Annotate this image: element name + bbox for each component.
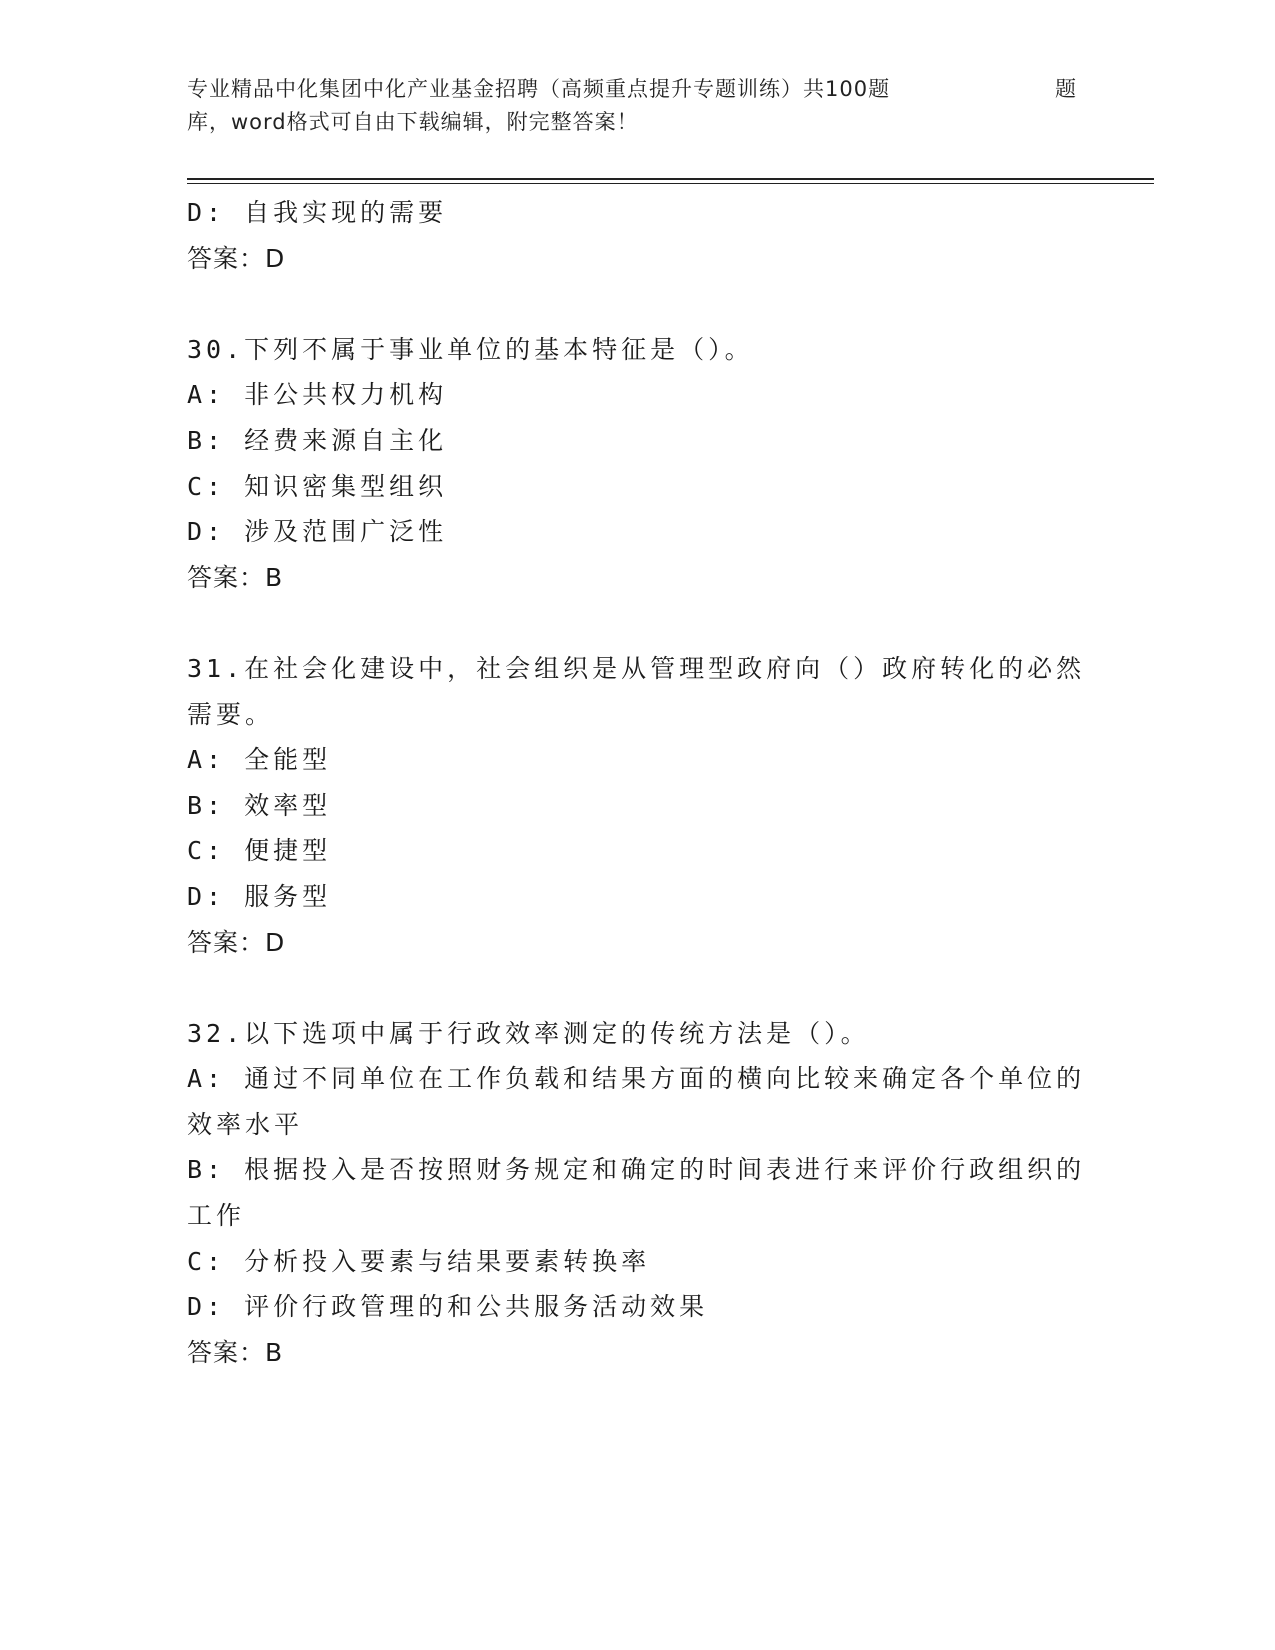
option-d: D: 自我实现的需要 <box>187 198 448 227</box>
option-a-line-2: 效率水平 <box>187 1109 304 1139</box>
question-30 <box>187 327 1087 601</box>
option-a: A: 全能型 <box>187 745 332 775</box>
option-b: B: 效率型 <box>187 790 332 820</box>
spacer <box>187 281 1087 327</box>
header-line-1 <box>187 73 1087 106</box>
question-content <box>187 190 1087 1375</box>
header-title-tail: 题 <box>1055 77 1077 101</box>
answer-line: 答案：D <box>187 243 286 273</box>
document-header <box>187 73 1087 139</box>
option-a-line-1: A: 通过不同单位在工作负载和结果方面的横向比较来确定各个单位的 <box>187 1064 1086 1094</box>
option-b-line-2: 工作 <box>187 1201 246 1231</box>
question-stem: 32.以下选项中属于行政效率测定的传统方法是（）。 <box>187 1018 870 1048</box>
header-divider-thin <box>187 183 1154 184</box>
question-32 <box>187 1011 1087 1376</box>
spacer <box>187 965 1087 1011</box>
option-c: C: 便捷型 <box>187 836 332 866</box>
option-d: D: 服务型 <box>187 881 332 911</box>
option-d: D: 涉及范围广泛性 <box>187 517 448 547</box>
option-b-line-1: B: 根据投入是否按照财务规定和确定的时间表进行来评价行政组织的 <box>187 1155 1086 1185</box>
spacer <box>187 600 1087 646</box>
question-stem-line-1: 31.在社会化建设中，社会组织是从管理型政府向（）政府转化的必然 <box>187 653 1086 683</box>
header-divider-thick <box>187 178 1154 180</box>
previous-question-tail <box>187 190 1087 281</box>
option-c: C: 分析投入要素与结果要素转换率 <box>187 1246 651 1276</box>
option-b: B: 经费来源自主化 <box>187 425 448 455</box>
option-c: C: 知识密集型组织 <box>187 471 448 501</box>
option-d: D: 评价行政管理的和公共服务活动效果 <box>187 1292 709 1322</box>
answer-line: 答案：B <box>187 1337 284 1367</box>
option-a: A: 非公共权力机构 <box>187 380 448 410</box>
answer-line: 答案：D <box>187 927 286 957</box>
question-31 <box>187 646 1087 965</box>
header-line-2: 库，word格式可自由下载编辑，附完整答案！ <box>187 110 639 134</box>
question-stem-line-2: 需要。 <box>187 699 275 729</box>
question-stem: 30.下列不属于事业单位的基本特征是（）。 <box>187 334 754 364</box>
answer-line: 答案：B <box>187 562 284 592</box>
header-title-text: 专业精品中化集团中化产业基金招聘（高频重点提升专题训练）共100题 <box>187 77 891 101</box>
